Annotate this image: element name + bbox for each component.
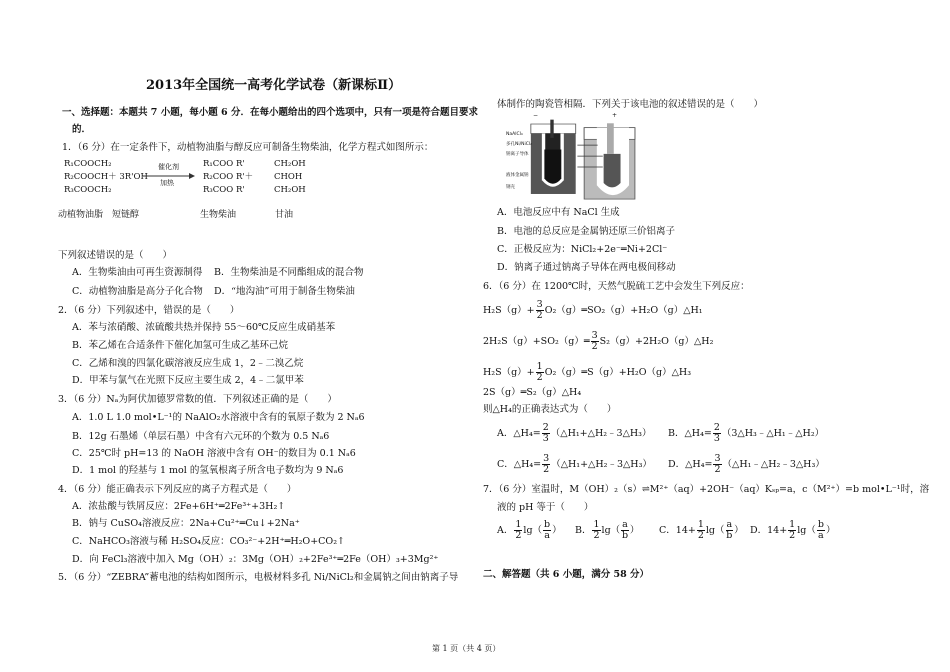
q7-option-b	[575, 520, 639, 542]
fraction	[514, 520, 522, 541]
q2-option-a: A．苯与浓硝酸、浓硫酸共热并保持 55～60℃反应生成硝基苯	[72, 322, 336, 333]
eq-text: CH₂OH	[274, 185, 306, 195]
section2-heading: 二、解答题（共 6 小题，满分 58 分）	[483, 569, 650, 580]
q5-option-b: B．电池的总反应是金属钠还原三价铝离子	[497, 226, 675, 237]
eq-text: R₃COO R'	[203, 185, 245, 195]
fraction	[621, 520, 629, 541]
numerator: 1	[789, 519, 796, 530]
numerator: a	[622, 519, 628, 530]
numerator: 2	[713, 422, 720, 433]
opt-part: C．14+	[659, 525, 696, 536]
numerator: 3	[543, 453, 550, 464]
opt-part: B．△H₄=	[668, 428, 712, 439]
denominator: 3	[713, 433, 720, 444]
numerator: 3	[714, 453, 721, 464]
denominator: 2	[593, 530, 600, 541]
denominator: 2	[515, 530, 522, 541]
numerator: 1	[515, 519, 522, 530]
q6-option-b	[668, 423, 824, 445]
denominator: a	[544, 530, 550, 541]
q7-option-c	[659, 520, 744, 542]
eq-text: R₂COO R'＋	[203, 172, 254, 182]
eq-part: O₂（g）═S（g）+H₂O（g）△H₃	[544, 367, 692, 378]
opt-part: lg（	[797, 525, 816, 536]
denominator: 3	[542, 433, 549, 444]
opt-part: A．△H₄=	[497, 428, 541, 439]
denominator: 2	[536, 310, 543, 321]
q1-label: 生物柴油	[200, 210, 237, 220]
diagram-label: 钢壳	[506, 185, 515, 190]
opt-part: ）	[629, 525, 640, 536]
fraction	[542, 454, 550, 475]
eq-text: R₁COOCH₂	[64, 159, 112, 169]
q6-equation-1	[483, 300, 703, 322]
numerator: 3	[536, 299, 543, 310]
denominator: 2	[591, 341, 598, 352]
q1-option-b: B．生物柴油是不同酯组成的混合物	[214, 267, 364, 278]
opt-part: B．	[575, 525, 592, 536]
q3-option-a: A．1.0 L 1.0 mol•L⁻¹的 NaAlO₂水溶液中含有的氧原子数为 2 Nₐ6	[72, 412, 365, 423]
q5-stem-cont: 体制作的陶瓷管相隔．下列关于该电池的叙述错误的是（ ）	[497, 99, 764, 110]
opt-part: （3△H₃﹣△H₁﹣△H₂）	[721, 428, 825, 439]
q1-label: 短链醇	[112, 210, 140, 220]
numerator: 2	[542, 422, 549, 433]
eq-part: H₂S（g）+	[483, 305, 535, 316]
eq-part: O₂（g）═SO₂（g）+H₂O（g）△H₁	[544, 305, 703, 316]
q6-equation-4: 2S（g）═S₂（g）△H₄	[483, 387, 582, 398]
q5-stem: 5．（6 分）“ZEBRA”蓄电池的结构如图所示，电极材料多孔 Ni/NiCl₂和金属钠之间由钠离子导	[58, 572, 459, 583]
q1-option-c: C．动植物油脂是高分子化合物	[72, 286, 203, 297]
q1-stem: 1．（6 分）在一定条件下，动植物油脂与醇反应可制备生物柴油，化学方程式如图所示：	[62, 142, 434, 153]
opt-part: （△H₁﹣△H₂﹣3△H₃）	[722, 459, 825, 470]
denominator: 2	[697, 530, 704, 541]
q6-equation-3	[483, 362, 691, 384]
numerator: 3	[591, 330, 598, 341]
q6-option-c	[497, 454, 652, 476]
opt-part: lg（	[601, 525, 621, 536]
q1-label: 甘油	[275, 210, 294, 220]
q4-option-a: A．浓盐酸与铁屑反应：2Fe+6H⁺═2Fe³⁺+3H₂↑	[72, 501, 286, 512]
q5-option-a: A．电池反应中有 NaCl 生成	[497, 207, 620, 218]
opt-part: A．	[497, 525, 514, 536]
opt-part: ）	[552, 525, 562, 536]
fraction	[697, 520, 705, 541]
q3-option-d: D．1 mol 的羟基与 1 mol 的氢氧根离子所含电子数均为 9 Nₐ6	[72, 465, 344, 476]
opt-part: D．△H₄=	[668, 459, 713, 470]
eq-text: R₂COOCH＋ 3R'OH	[64, 172, 148, 182]
q7-stem-cont: 液的 pH 等于（ ）	[497, 502, 594, 513]
denominator: 2	[789, 530, 796, 541]
eq-text: R₁COO R'	[203, 159, 245, 169]
opt-part: （△H₁+△H₂﹣3△H₃）	[550, 428, 652, 439]
arrow-icon	[143, 173, 195, 179]
opt-part: D．14+	[750, 525, 788, 536]
q3-stem: 3．（6 分）Nₐ为阿伏加德罗常数的值．下列叙述正确的是（ ）	[58, 394, 337, 405]
diagram-label: NaAlCl₄	[506, 132, 523, 137]
denominator: a	[818, 530, 824, 541]
q7-option-a	[497, 520, 562, 542]
section1-heading: 一、选择题：本题共 7 小题，每小题 6 分．在每小题给出的四个选项中，只有一项是符合题目要求	[62, 107, 478, 118]
zebra-battery-diagram	[530, 116, 640, 202]
diagram-label: 钠离子导体	[506, 152, 529, 157]
page-footer: 第 1 页（共 4 页）	[432, 644, 501, 653]
q6-option-d	[668, 454, 825, 476]
fraction	[592, 520, 600, 541]
diagram-label: 液体金属钠	[506, 173, 529, 178]
denominator: 2	[543, 464, 550, 475]
q1-option-a: A．生物柴油由可再生资源制得	[72, 267, 203, 278]
fraction	[788, 520, 796, 541]
eq-part: 2H₂S（g）+SO₂（g）═	[483, 336, 590, 347]
q4-option-c: C．NaHCO₃溶液与稀 H₂SO₄反应：CO₃²⁻+2H⁺═H₂O+CO₂↑	[72, 536, 345, 547]
minus-terminal-label: −	[533, 112, 539, 119]
opt-part: （△H₁+△H₂﹣3△H₃）	[551, 459, 652, 470]
numerator: b	[817, 519, 824, 530]
q6-equation-2	[483, 331, 713, 353]
numerator: b	[544, 519, 551, 530]
diagram-label: 多孔Ni/NiCl₂	[506, 142, 532, 147]
numerator: 1	[593, 519, 600, 530]
eq-text: CH₂OH	[274, 159, 306, 169]
opt-part: lg（	[523, 525, 543, 536]
opt-part: ）	[734, 525, 744, 536]
q4-option-b: B．钠与 CuSO₄溶液反应：2Na+Cu²⁺═Cu↓+2Na⁺	[72, 518, 300, 529]
q1-ask: 下列叙述错误的是（ ）	[58, 250, 173, 261]
denominator: b	[726, 530, 733, 541]
opt-part: C．△H₄=	[497, 459, 542, 470]
denominator: b	[621, 530, 629, 541]
eq-part: H₂S（g）+	[483, 367, 535, 378]
q4-option-d: D．向 FeCl₃溶液中加入 Mg（OH）₂：3Mg（OH）₂+2Fe³⁺═2Fe（OH）₃+3Mg²⁺	[72, 554, 439, 565]
q7-stem: 7．（6 分）室温时，M（OH）₂（s）⇌M²⁺（aq）+2OH⁻（aq）Kₛₚ=a，c（M²⁺）=b mol•L⁻¹时，溶	[483, 484, 930, 495]
q5-option-d: D．钠离子通过钠离子导体在两电极间移动	[497, 262, 676, 273]
eq-text: R₃COOCH₂	[64, 185, 112, 195]
fraction	[536, 300, 544, 321]
q6-option-a	[497, 423, 651, 445]
numerator: a	[726, 519, 733, 530]
eq-text: CHOH	[274, 172, 303, 182]
q1-option-d: D．“地沟油”可用于制备生物柴油	[214, 286, 355, 297]
plus-terminal-label: +	[612, 112, 618, 119]
fraction	[543, 520, 551, 541]
q2-option-d: D．甲苯与氯气在光照下反应主要生成 2，4﹣二氯甲苯	[72, 375, 304, 386]
q2-stem: 2．（6 分）下列叙述中，错误的是（ ）	[58, 305, 240, 316]
denominator: 2	[536, 372, 543, 383]
fraction	[591, 331, 599, 352]
q5-option-c: C．正极反应为：NiCl₂+2e⁻═Ni+2Cl⁻	[497, 244, 668, 255]
fraction	[713, 454, 721, 475]
q3-option-c: C．25℃时 pH=13 的 NaOH 溶液中含有 OH⁻的数目为 0.1 Nₐ6	[72, 448, 356, 459]
q4-stem: 4．（6 分）能正确表示下列反应的离子方程式是（ ）	[58, 484, 297, 495]
fraction	[536, 362, 544, 383]
q2-option-b: B．苯乙烯在合适条件下催化加氢可生成乙基环己烷	[72, 340, 288, 351]
q6-ask: 则△H₄的正确表达式为（ ）	[483, 404, 617, 415]
numerator: 1	[697, 519, 704, 530]
q3-option-b: B．12g 石墨烯（单层石墨）中含有六元环的个数为 0.5 Nₐ6	[72, 431, 330, 442]
fraction	[726, 520, 734, 541]
fraction	[817, 520, 825, 541]
numerator: 1	[536, 361, 543, 372]
fraction	[713, 423, 721, 444]
q7-option-d	[750, 520, 835, 542]
eq-text: 催化剂	[158, 163, 179, 171]
q6-stem: 6．（6 分）在 1200℃时，天然气脱硫工艺中会发生下列反应：	[483, 281, 750, 292]
opt-part: ）	[825, 525, 836, 536]
opt-part: lg（	[705, 525, 725, 536]
page-title: 2013年全国统一高考化学试卷（新课标Ⅱ）	[146, 78, 402, 93]
eq-part: S₂（g）+2H₂O（g）△H₂	[599, 336, 714, 347]
q2-option-c: C．乙烯和溴的四氯化碳溶液反应生成 1，2﹣二溴乙烷	[72, 358, 304, 369]
eq-text: 加热	[160, 179, 174, 187]
fraction	[542, 423, 550, 444]
q1-label: 动植物油脂	[58, 210, 104, 220]
denominator: 2	[714, 464, 721, 475]
section1-heading-cont: 的．	[72, 124, 92, 135]
